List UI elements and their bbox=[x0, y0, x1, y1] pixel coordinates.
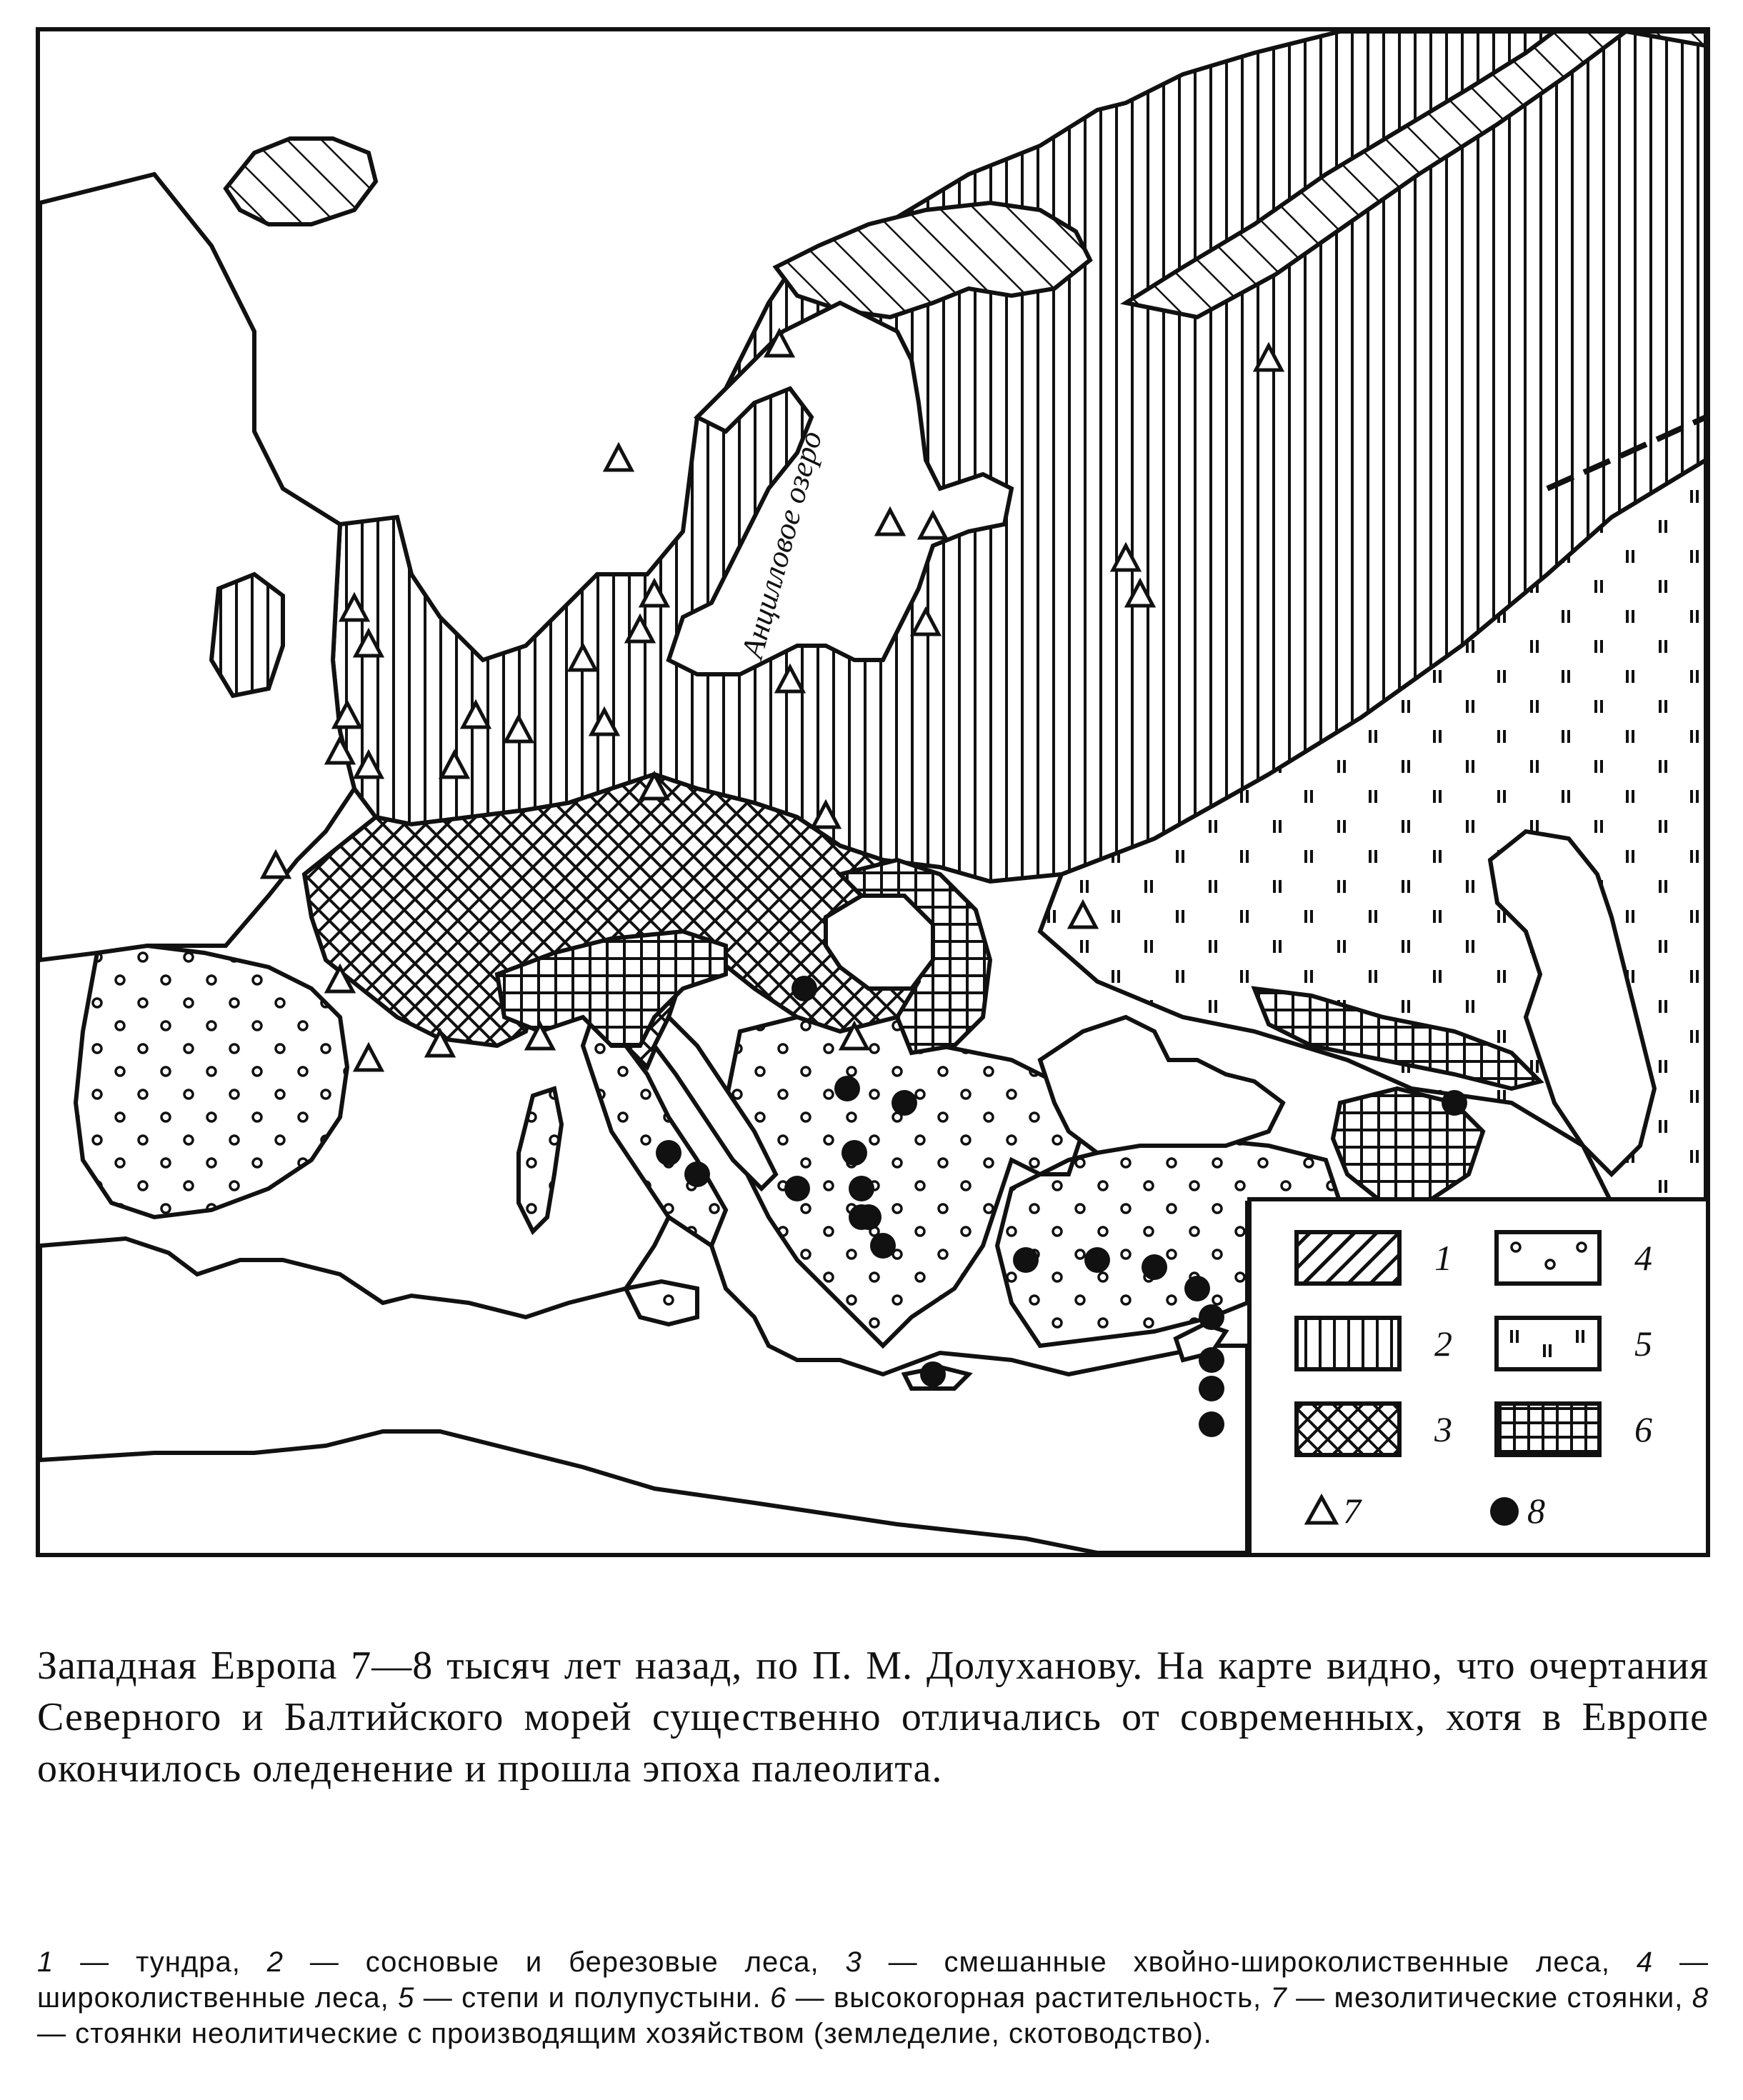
neolithic-site-marker bbox=[1199, 1376, 1224, 1401]
north-sea bbox=[40, 174, 354, 960]
triangle-icon bbox=[1304, 1493, 1339, 1527]
legend-number: 2 bbox=[1434, 1324, 1452, 1364]
iberia-broadleaf-zone bbox=[76, 946, 347, 1217]
note-text: — мезолитические стоянки, bbox=[1287, 1982, 1692, 2014]
note-text: — степи и полупустыни. bbox=[414, 1982, 770, 2014]
mesolithic-site-marker bbox=[606, 446, 631, 470]
neolithic-site-marker bbox=[1199, 1304, 1224, 1330]
note-number: 5 bbox=[398, 1982, 415, 2014]
neolithic-site-marker bbox=[656, 1140, 681, 1166]
legend-number: 6 bbox=[1634, 1409, 1652, 1449]
legend-number: 3 bbox=[1434, 1409, 1452, 1449]
neolithic-site-marker bbox=[1142, 1254, 1167, 1280]
ancylus-lake-label: Анцилловое озеро bbox=[734, 427, 829, 662]
mesolithic-site-marker bbox=[356, 1046, 381, 1070]
neolithic-site-marker bbox=[870, 1233, 896, 1259]
neolithic-site-marker bbox=[1184, 1276, 1210, 1301]
legend-swatch-vertical bbox=[1294, 1316, 1402, 1371]
neolithic-site-marker bbox=[892, 1090, 917, 1116]
neolithic-site-marker bbox=[856, 1204, 882, 1230]
neolithic-site-marker bbox=[784, 1176, 810, 1201]
map-legend bbox=[1247, 1197, 1710, 1557]
note-text: — смешанные хвойно-широколиственные леса, bbox=[861, 1946, 1637, 1978]
note-number: 6 bbox=[769, 1982, 787, 2014]
note-number: 4 bbox=[1636, 1946, 1654, 1978]
note-number: 2 bbox=[266, 1946, 284, 1978]
neolithic-site-marker bbox=[684, 1161, 710, 1187]
neolithic-site-marker bbox=[1442, 1090, 1467, 1116]
legend-number: 4 bbox=[1634, 1238, 1652, 1278]
legend-number: 8 bbox=[1527, 1491, 1545, 1531]
legend-explanation bbox=[37, 1944, 1709, 2051]
note-number: 7 bbox=[1270, 1982, 1287, 2014]
legend-number: 5 bbox=[1634, 1324, 1652, 1364]
figure-caption: Западная Европа 7—8 тысяч лет назад, по П. М. Долуханову. На карте видно, что очертания Северного и Балтийского морей существенно отличались от современных, хотя в Европе окончилось оледенение и прошла эпоха палеолита. bbox=[37, 1644, 1709, 1791]
neolithic-site-marker bbox=[1199, 1411, 1224, 1437]
neolithic-site-marker bbox=[791, 976, 817, 1001]
neolithic-site-marker bbox=[920, 1361, 946, 1387]
sardinia-corsica bbox=[519, 1089, 561, 1231]
vegetation-map bbox=[36, 27, 1710, 1557]
legend-swatch-ticks bbox=[1494, 1316, 1602, 1371]
legend-swatch-crosshatch bbox=[1294, 1401, 1402, 1457]
filled-circle-icon bbox=[1487, 1493, 1522, 1527]
note-text: — высокогорная растительность, bbox=[786, 1982, 1271, 2014]
neolithic-site-marker bbox=[841, 1140, 867, 1166]
legend-number: 1 bbox=[1434, 1238, 1452, 1278]
neolithic-site-marker bbox=[1013, 1247, 1039, 1273]
legend-swatch-grid bbox=[1494, 1401, 1602, 1457]
black-sea bbox=[1040, 1017, 1283, 1153]
iceland bbox=[226, 139, 376, 224]
note-text: — широколиственные леса, bbox=[37, 1946, 1709, 2014]
note-number: 1 bbox=[37, 1946, 54, 1978]
note-text: — тундра, bbox=[54, 1946, 267, 1978]
neolithic-site-marker bbox=[1084, 1247, 1110, 1273]
neolithic-site-marker bbox=[834, 1076, 860, 1101]
note-number: 8 bbox=[1692, 1982, 1709, 2014]
legend-swatch-diagonal bbox=[1294, 1230, 1402, 1286]
legend-number: 7 bbox=[1343, 1491, 1361, 1531]
ireland-britain bbox=[211, 574, 283, 696]
neolithic-site-marker bbox=[849, 1176, 874, 1201]
neolithic-site-marker bbox=[1199, 1347, 1224, 1373]
note-text: — сосновые и березовые леса, bbox=[283, 1946, 846, 1978]
legend-swatch-circles bbox=[1494, 1230, 1602, 1286]
note-number: 3 bbox=[845, 1946, 862, 1978]
note-text: — стоянки неолитические с производящим хозяйством (земледелие, скотоводство). bbox=[37, 2018, 1212, 2049]
